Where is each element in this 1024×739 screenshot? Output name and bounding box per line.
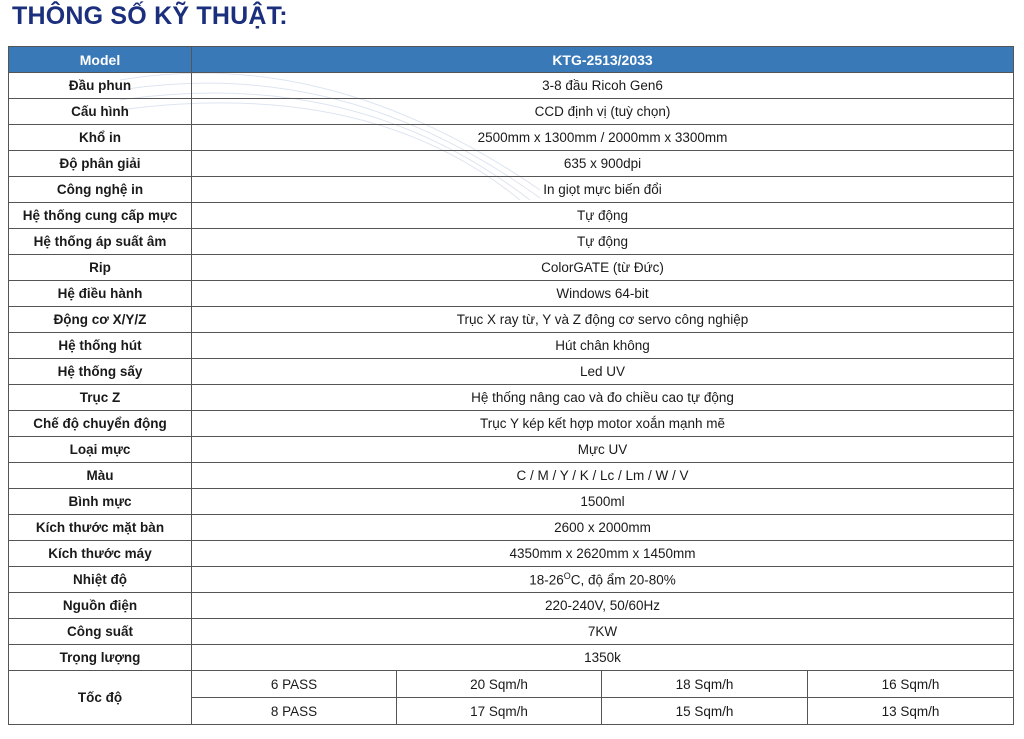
table-row [9,411,1014,437]
row-value: Led UV [192,359,1014,385]
row-label: Hệ thống áp suất âm [9,229,192,255]
table-row [9,359,1014,385]
degree-mark: O [563,571,571,582]
row-label: Trục Z [9,385,192,411]
row-value: 220-240V, 50/60Hz [192,593,1014,619]
row-label: Động cơ X/Y/Z [9,307,192,333]
row-value: ColorGATE (từ Đức) [192,255,1014,281]
table-row [9,515,1014,541]
row-label: Kích thước máy [9,541,192,567]
row-label: Độ phân giải [9,151,192,177]
row-label: Loại mực [9,437,192,463]
row-value: Tự động [192,229,1014,255]
row-value: 635 x 900dpi [192,151,1014,177]
table-row [9,333,1014,359]
table-row [9,125,1014,151]
page-title: THÔNG SỐ KỸ THUẬT: [12,2,288,30]
table-header-row [9,47,1014,73]
row-label: Kích thước mặt bàn [9,515,192,541]
table-row [9,645,1014,671]
row-label: Rip [9,255,192,281]
row-value: 7KW [192,619,1014,645]
speed-row [9,671,1014,698]
table-row [9,177,1014,203]
row-label: Trọng lượng [9,645,192,671]
row-value: 2500mm x 1300mm / 2000mm x 3300mm [192,125,1014,151]
table-row [9,541,1014,567]
row-label: Chế độ chuyển động [9,411,192,437]
table-row [9,229,1014,255]
row-value: Hệ thống nâng cao và đo chiều cao tự động [192,385,1014,411]
table-row [9,567,1014,593]
table-row [9,385,1014,411]
row-label: Bình mực [9,489,192,515]
model-value: KTG-2513/2033 [192,47,1014,73]
row-value: Hút chân không [192,333,1014,359]
row-value: 4350mm x 2620mm x 1450mm [192,541,1014,567]
row-value: Trục Y kép kết hợp motor xoắn mạnh mẽ [192,411,1014,437]
table-row [9,281,1014,307]
row-value: C / M / Y / K / Lc / Lm / W / V [192,463,1014,489]
table-row [9,593,1014,619]
row-label: Khổ in [9,125,192,151]
row-label: Nguồn điện [9,593,192,619]
table-row [9,203,1014,229]
speed-value: 15 Sqm/h [602,698,808,725]
row-label: Màu [9,463,192,489]
speed-pass: 8 PASS [192,698,397,725]
row-value: 2600 x 2000mm [192,515,1014,541]
table-row [9,437,1014,463]
table-row [9,619,1014,645]
speed-value: 16 Sqm/h [808,671,1014,698]
row-value: Trục X ray từ, Y và Z động cơ servo công nghiệp [192,307,1014,333]
row-label: Nhiệt độ [9,567,192,593]
row-value: Windows 64-bit [192,281,1014,307]
row-label: Hệ thống sấy [9,359,192,385]
table-row [9,99,1014,125]
table-row [9,73,1014,99]
table-row [9,307,1014,333]
row-label: Cấu hình [9,99,192,125]
speed-value: 13 Sqm/h [808,698,1014,725]
row-value: Tự động [192,203,1014,229]
table-row [9,489,1014,515]
row-value: 1350k [192,645,1014,671]
table-row [9,255,1014,281]
table-row [9,151,1014,177]
spec-table [8,46,1014,725]
temperature-humidity: C, độ ẩm 20-80% [570,572,676,588]
model-label: Model [9,47,192,73]
row-value: CCD định vị (tuỳ chọn) [192,99,1014,125]
speed-label: Tốc độ [9,671,192,725]
temperature-value [192,567,1014,593]
temperature-range: 18-26 [529,572,564,588]
speed-value: 18 Sqm/h [602,671,808,698]
row-label: Hệ thống cung cấp mực [9,203,192,229]
speed-pass: 6 PASS [192,671,397,698]
speed-value: 20 Sqm/h [397,671,602,698]
speed-value: 17 Sqm/h [397,698,602,725]
row-label: Hệ thống hút [9,333,192,359]
row-value: Mực UV [192,437,1014,463]
row-label: Công nghệ in [9,177,192,203]
row-label: Đầu phun [9,73,192,99]
row-label: Hệ điều hành [9,281,192,307]
row-value: 3-8 đầu Ricoh Gen6 [192,73,1014,99]
row-value: 1500ml [192,489,1014,515]
table-row [9,463,1014,489]
row-label: Công suất [9,619,192,645]
row-value: In giọt mực biến đổi [192,177,1014,203]
